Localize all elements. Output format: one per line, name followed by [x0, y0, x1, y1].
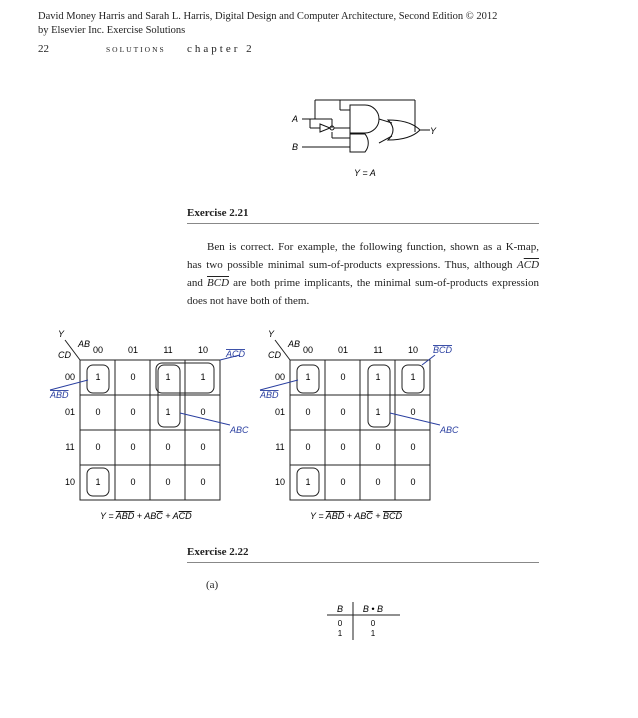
exercise-222-part: (a) [206, 579, 219, 591]
kmap-right [250, 325, 460, 525]
exercise-221-rule [187, 223, 539, 224]
kmap-left-equation: Y = ABD + ABC + ACD [100, 511, 192, 521]
kmap-right-cell: 0 [410, 407, 416, 417]
kmap-left-cell: 0 [130, 442, 136, 452]
kmap-right-equation: Y = ABD + ABC + BCD [310, 511, 402, 521]
truth-table-cell: 0 [337, 619, 343, 628]
circuit-equation: Y = A [354, 168, 376, 178]
header-line-2: by Elsevier Inc. Exercise Solutions [38, 25, 186, 36]
kmap-right-col-3: 10 [407, 345, 419, 355]
and-word: and [187, 277, 203, 289]
kmap-right-col-1: 01 [337, 345, 349, 355]
section-label: SOLUTIONS [106, 45, 166, 54]
kmap-left-acd-label: ACD [226, 349, 246, 359]
kmap-left-cell: 0 [165, 477, 171, 487]
kmap-right-cell: 0 [305, 407, 311, 417]
kmap-left-cell: 1 [200, 372, 206, 382]
kmap-right-cd: CD [268, 350, 281, 360]
truth-table-cell: 1 [337, 629, 343, 638]
kmap-left-ab: AB [78, 339, 91, 349]
exercise-222-rule [187, 562, 539, 563]
kmap-right-cell: 1 [375, 372, 381, 382]
kmap-right-cell: 0 [340, 442, 346, 452]
truth-table-cell: 0 [370, 619, 376, 628]
kmap-left-row-1: 01 [64, 407, 76, 417]
kmap-left-cd: CD [58, 350, 71, 360]
kmap-right-cell: 1 [305, 477, 311, 487]
kmap-right-y: Y [268, 329, 275, 339]
exercise-221-title: Exercise 2.21 [187, 207, 249, 219]
chapter-label: chapter 2 [187, 43, 255, 55]
kmap-left-y: Y [58, 329, 65, 339]
kmap-left-col-0: 00 [92, 345, 104, 355]
kmap-right-cell: 1 [305, 372, 311, 382]
kmap-right-row-2: 11 [275, 442, 285, 452]
kmap-right-bcd-label: BCD [433, 345, 453, 355]
kmap-left-cell: 0 [130, 372, 136, 382]
kmap-left-cell: 0 [165, 442, 171, 452]
kmap-right-cell: 0 [340, 407, 346, 417]
kmap-left-cell: 0 [95, 442, 101, 452]
kmap-right-cell: 0 [375, 477, 381, 487]
kmap-left-cell: 0 [200, 442, 206, 452]
exercise-221-paragraph [187, 238, 539, 310]
kmap-left-cell: 0 [95, 407, 101, 417]
kmap-left-cell: 0 [130, 407, 136, 417]
kmap-left-cell: 1 [165, 407, 171, 417]
term1-a: A [517, 259, 524, 271]
kmap-left-cell: 0 [130, 477, 136, 487]
input-b-label: B [292, 142, 299, 152]
kmap-right-cell: 0 [375, 442, 381, 452]
kmap-right-abc-label: ABC [440, 425, 459, 435]
term1-bar: $\overline{CD}$ [523, 259, 540, 271]
kmap-right-cell: 1 [375, 407, 381, 417]
kmap-right-cell: 0 [410, 442, 416, 452]
kmap-right-cell: 1 [410, 372, 416, 382]
kmap-right-cell: 0 [340, 372, 346, 382]
kmap-left-row-0: 00 [64, 372, 76, 382]
kmap-right-row-0: 00 [274, 372, 286, 382]
kmap-left [40, 325, 250, 525]
kmap-right-row-3: 10 [274, 477, 286, 487]
kmap-right-col-0: 00 [302, 345, 314, 355]
page-number: 22 [38, 43, 49, 55]
kmap-left-col-2: 11 [163, 345, 173, 355]
kmap-left-col-1: 01 [127, 345, 139, 355]
kmap-left-cell: 0 [200, 477, 206, 487]
para-part-2: are both prime implicants, the minimal sum-of-products expression does not have both of them. [187, 277, 540, 307]
term2-bar: $\overline{BCD}$ [207, 277, 230, 289]
truth-table [325, 600, 405, 650]
kmap-right-cell: 0 [410, 477, 416, 487]
truth-table-header-bb: B • B [362, 604, 384, 614]
input-a-label: A [292, 114, 299, 124]
circuit-diagram [280, 90, 460, 185]
kmap-right-row-1: 01 [274, 407, 286, 417]
kmap-left-col-3: 10 [197, 345, 209, 355]
kmap-right-ab: AB [288, 339, 301, 349]
exercise-222-title: Exercise 2.22 [187, 546, 249, 558]
kmap-left-cell: 1 [95, 477, 101, 487]
kmap-right-cell: 0 [305, 442, 311, 452]
header-line-1: David Money Harris and Sarah L. Harris, Digital Design and Computer Architecture, Second Edition © 2012 [38, 11, 498, 22]
truth-table-header-b: B [336, 604, 344, 614]
kmap-left-row-2: 11 [65, 442, 75, 452]
kmap-left-abc-label: ABC [230, 425, 249, 435]
truth-table-cell: 1 [370, 629, 376, 638]
kmap-right-abd-label: ABD [260, 390, 279, 400]
kmap-left-cell: 1 [95, 372, 101, 382]
kmap-right-cell: 0 [340, 477, 346, 487]
para-part-1: Ben is correct. For example, the following function, shown as a K-map, has two possible minimal sum-of-products expressions. Thus, although [187, 241, 539, 271]
kmap-right-col-2: 11 [373, 345, 383, 355]
kmap-left-cell: 0 [200, 407, 206, 417]
kmap-left-row-3: 10 [64, 477, 76, 487]
kmap-left-cell: 1 [165, 372, 171, 382]
output-y-label: Y [430, 126, 437, 136]
kmap-left-abd-label: ABD [50, 390, 69, 400]
